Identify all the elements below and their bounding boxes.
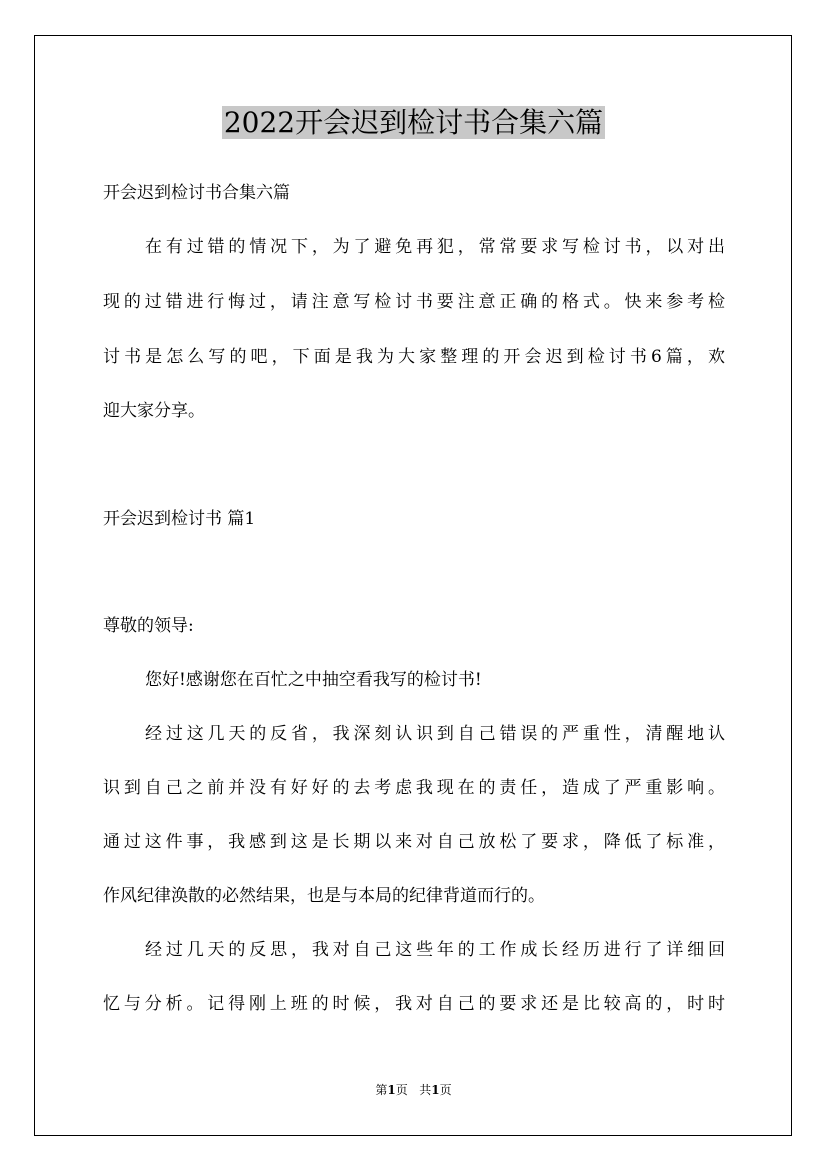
greeting-line: 您好!感谢您在百忙之中抽空看我写的检讨书! [145, 670, 482, 690]
paragraph-1-line-2: 识到自己之前并没有好好的去考虑我现在的责任，造成了严重影响。 [103, 778, 725, 798]
document-title [0, 104, 827, 142]
paragraph-1-line-3: 通过这件事，我感到这是长期以来对自己放松了要求，降低了标准， [103, 832, 725, 852]
page-footer [0, 1082, 827, 1098]
footer-total-prefix: 共 [419, 1083, 432, 1097]
section-heading: 开会迟到检讨书 篇1 [103, 509, 256, 529]
document-title-text: 2022开会迟到检讨书合集六篇 [223, 106, 604, 139]
intro-line-1: 在有过错的情况下，为了避免再犯，常常要求写检讨书，以对出 [145, 237, 725, 257]
paragraph-1-line-4: 作风纪律涣散的必然结果，也是与本局的纪律背道而行的。 [103, 886, 545, 906]
intro-line-4: 迎大家分享。 [103, 401, 205, 421]
footer-page-prefix: 第 [375, 1083, 388, 1097]
intro-line-2: 现的过错进行悔过，请注意写检讨书要注意正确的格式。快来参考检 [103, 292, 725, 312]
footer-total-suffix: 页 [439, 1083, 452, 1097]
salutation: 尊敬的领导: [103, 616, 194, 636]
paragraph-2-line-2: 忆与分析。记得刚上班的时候，我对自己的要求还是比较高的，时时 [103, 994, 725, 1014]
footer-page-suffix: 页 [395, 1083, 408, 1097]
footer-page-number: 1 [387, 1083, 396, 1097]
document-subtitle: 开会迟到检讨书合集六篇 [103, 183, 290, 203]
footer-total-number: 1 [431, 1083, 440, 1097]
paragraph-2-line-1: 经过几天的反思，我对自己这些年的工作成长经历进行了详细回 [145, 940, 725, 960]
intro-line-3: 讨书是怎么写的吧，下面是我为大家整理的开会迟到检讨书6篇，欢 [103, 347, 725, 367]
paragraph-1-line-1: 经过这几天的反省，我深刻认识到自己错误的严重性，清醒地认 [145, 724, 725, 744]
